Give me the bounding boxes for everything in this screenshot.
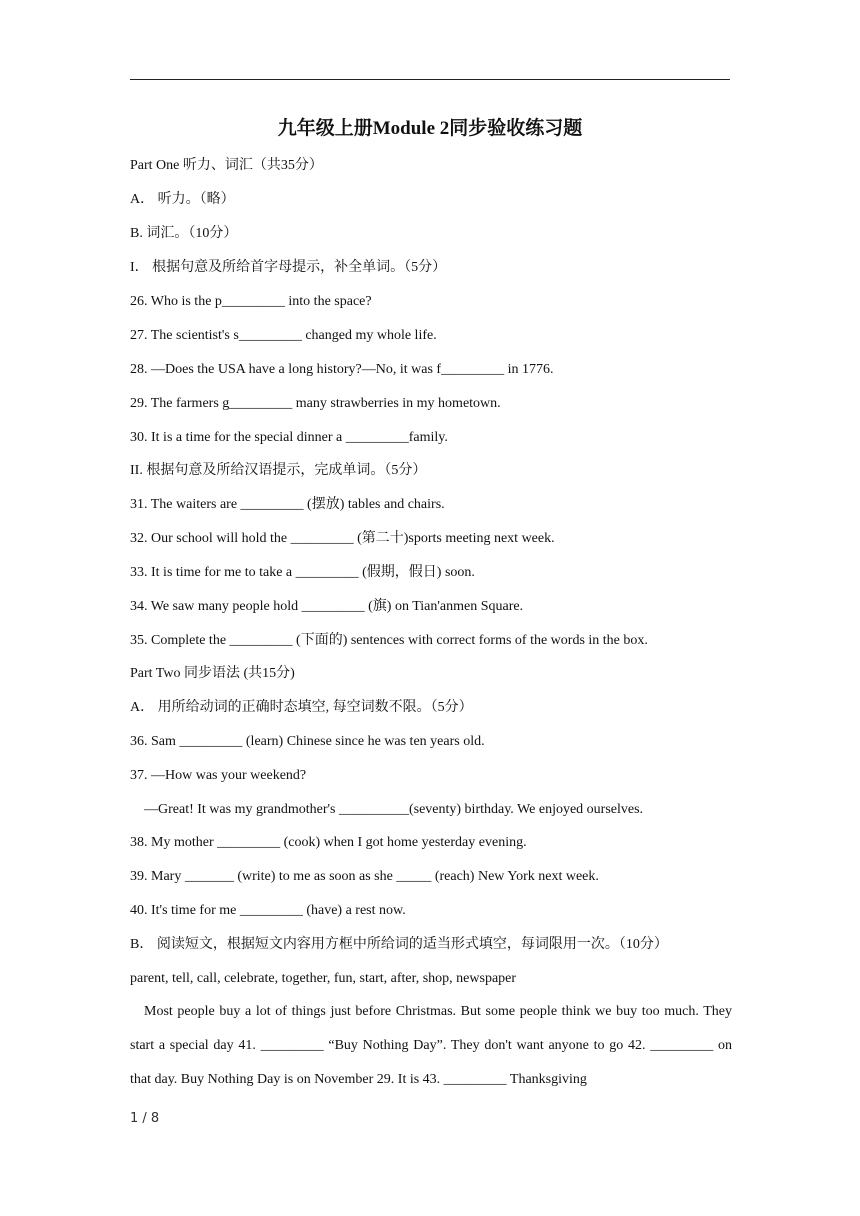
question-35: 35. Complete the _________ (下面的) sentences with correct forms of the words in the box. bbox=[130, 633, 648, 648]
question-28: 28. —Does the USA have a long history?—No, it was f_________ in 1776. bbox=[130, 362, 554, 377]
grammar-a-instruction: A． 用所给动词的正确时态填空, 每空词数不限。（5分） bbox=[130, 700, 473, 715]
grammar-b-instruction: B． 阅读短文，根据短文内容用方框中所给词的适当形式填空，每词限用一次。（10分） bbox=[130, 937, 668, 952]
part-two-heading: Part Two 同步语法 (共15分) bbox=[130, 666, 295, 681]
reading-paragraph: Most people buy a lot of things just before Christmas. But some people think we buy too much. They start a special day 41. _________ “Buy Nothing Day”. They don't want anyone to go 42. _________ on that day. Buy Nothing Day is on November 29. It is 43. _________ Thanksgiving bbox=[130, 1004, 732, 1087]
word-box: parent, tell, call, celebrate, together, fun, start, after, shop, newspaper bbox=[130, 971, 517, 986]
question-39: 39. Mary _______ (write) to me as soon as she _____ (reach) New York next week. bbox=[130, 869, 599, 884]
header-rule bbox=[130, 79, 730, 80]
section-b-vocabulary: B. 词汇。（10分） bbox=[130, 226, 238, 241]
section-i-instruction: I． 根据句意及所给首字母提示，补全单词。（5分） bbox=[130, 260, 447, 275]
question-40: 40. It's time for me _________ (have) a rest now. bbox=[130, 903, 406, 918]
question-31: 31. The waiters are _________ (摆放) tables and chairs. bbox=[130, 497, 445, 512]
question-26: 26. Who is the p_________ into the space? bbox=[130, 294, 372, 309]
page-number: 1 / 8 bbox=[130, 1111, 160, 1126]
question-38: 38. My mother _________ (cook) when I got home yesterday evening. bbox=[130, 835, 527, 850]
page-title: 九年级上册Module 2同步验收练习题 bbox=[277, 118, 583, 139]
question-37: 37. —How was your weekend? bbox=[130, 768, 307, 783]
question-29: 29. The farmers g_________ many strawberries in my hometown. bbox=[130, 396, 501, 411]
question-36: 36. Sam _________ (learn) Chinese since he was ten years old. bbox=[130, 734, 485, 749]
question-34: 34. We saw many people hold _________ (旗) on Tian'anmen Square. bbox=[130, 599, 524, 614]
section-ii-instruction: II. 根据句意及所给汉语提示，完成单词。（5分） bbox=[130, 463, 427, 478]
question-30: 30. It is a time for the special dinner a _________family. bbox=[130, 430, 448, 445]
part-one-heading: Part One 听力、词汇（共35分） bbox=[130, 158, 323, 173]
section-a-listening: A． 听力。（略） bbox=[130, 192, 235, 207]
question-33: 33. It is time for me to take a _________ (假期，假日) soon. bbox=[130, 565, 475, 580]
question-37-answer: —Great! It was my grandmother's __________(seventy) birthday. We enjoyed ourselves. bbox=[144, 802, 644, 817]
question-27: 27. The scientist's s_________ changed my whole life. bbox=[130, 328, 437, 343]
question-32: 32. Our school will hold the _________ (第二十)sports meeting next week. bbox=[130, 531, 555, 546]
